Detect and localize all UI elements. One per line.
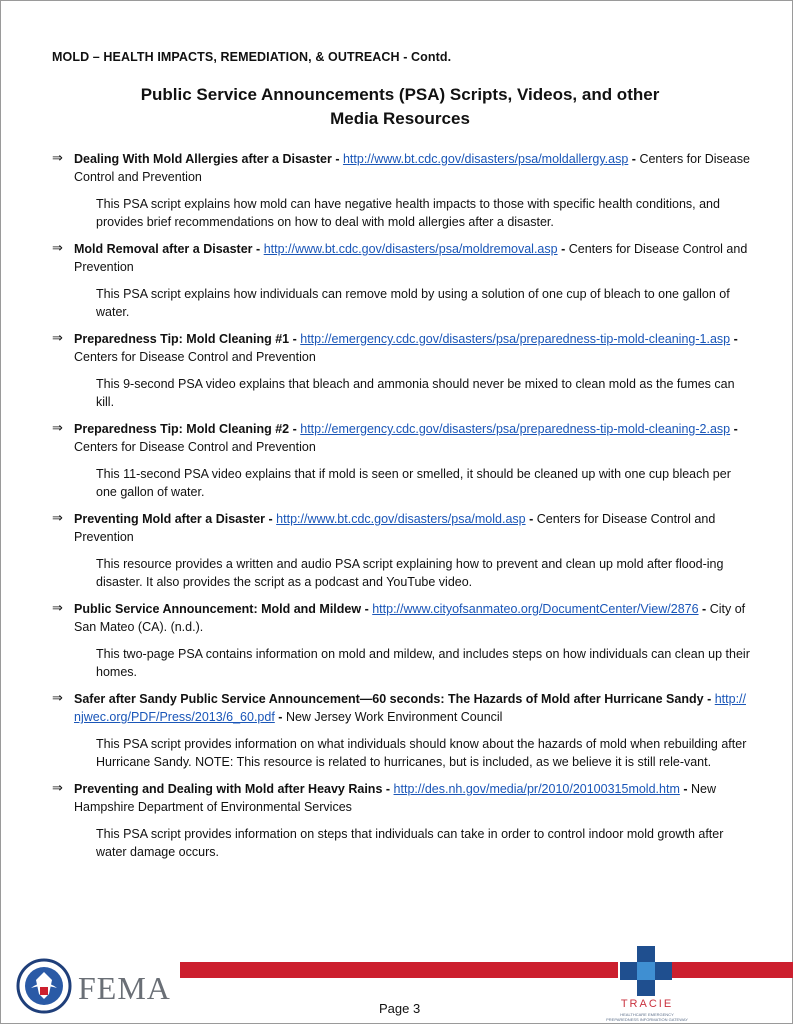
resource-entry: [52, 600, 752, 681]
fema-logo: FEMA: [78, 970, 171, 1006]
resource-title: Preventing and Dealing with Mold after Heavy Rains: [74, 782, 383, 796]
page-title: [80, 83, 720, 131]
resource-heading: [52, 510, 752, 546]
resource-heading: [52, 780, 752, 816]
resource-description: This PSA script provides information on what individuals should know about the hazards of mold when rebuilding after Hurricane Sandy. NOTE: This resource is related to hurricanes, but is included, as we believe it is still rele-vant.: [96, 737, 747, 769]
tracie-logo: TRACIE: [620, 998, 674, 1010]
arrow-bullet-icon: ⇒: [52, 421, 63, 436]
resource-title: Preparedness Tip: Mold Cleaning #1: [74, 332, 290, 346]
resource-entry: [52, 150, 752, 231]
separator: -: [733, 332, 738, 346]
arrow-bullet-icon: ⇒: [52, 691, 63, 706]
resource-description: This 9-second PSA video explains that bleach and ammonia should never be mixed to clean mold as the fumes can kill.: [96, 377, 735, 409]
separator: -: [292, 332, 297, 346]
resource-link[interactable]: http://www.bt.cdc.gov/disasters/psa/moldremoval.asp: [263, 242, 558, 256]
resource-link[interactable]: http://njwec.org/PDF/Press/2013/6_60.pdf: [74, 692, 746, 724]
arrow-bullet-icon: ⇒: [52, 241, 63, 256]
resource-title: Public Service Announcement: Mold and Mildew: [74, 602, 362, 616]
resource-link[interactable]: http://des.nh.gov/media/pr/2010/20100315mold.htm: [393, 782, 680, 796]
resource-entry: [52, 330, 752, 411]
resource-entry: [52, 510, 752, 591]
page-title-line-1: Public Service Announcements (PSA) Scripts, Videos, and other: [140, 85, 660, 104]
page-number: Page 3: [379, 1001, 421, 1016]
resource-source: Centers for Disease Control and Prevention: [74, 512, 716, 544]
footer-red-band: [180, 962, 618, 978]
resource-source: Centers for Disease Control and Prevention: [74, 350, 316, 364]
separator: -: [335, 152, 340, 166]
separator: -: [268, 512, 273, 526]
resource-title: Safer after Sandy Public Service Announcement—60 seconds: The Hazards of Mold after Hurricane Sandy: [74, 692, 704, 706]
resource-source: New Hampshire Department of Environmental Services: [74, 782, 717, 814]
separator: -: [733, 422, 738, 436]
resource-description: This PSA script provides information on steps that individuals can take in order to control indoor mold growth after water damage occurs.: [96, 827, 724, 859]
resource-description: This PSA script explains how individuals can remove mold by using a solution of one cup of bleach to one gallon of water.: [96, 287, 730, 319]
resource-link[interactable]: http://www.bt.cdc.gov/disasters/psa/mold.asp: [276, 512, 526, 526]
resource-title: Preparedness Tip: Mold Cleaning #2: [74, 422, 290, 436]
resource-link[interactable]: http://www.bt.cdc.gov/disasters/psa/moldallergy.asp: [342, 152, 629, 166]
resource-link[interactable]: http://emergency.cdc.gov/disasters/psa/preparedness-tip-mold-cleaning-1.asp: [300, 332, 731, 346]
tracie-tagline: HEALTHCARE EMERGENCY PREPAREDNESS INFORMATION GATEWAY: [606, 1012, 688, 1022]
arrow-bullet-icon: ⇒: [52, 331, 63, 346]
resource-heading: [52, 150, 752, 186]
arrow-bullet-icon: ⇒: [52, 511, 63, 526]
page-title-line-2: Media Resources: [330, 109, 470, 128]
resource-description: This PSA script explains how mold can have negative health impacts to those with specific health conditions, and provides brief recommendations on how to deal with mold allergies after a disaster.: [96, 197, 720, 229]
arrow-bullet-icon: ⇒: [52, 151, 63, 166]
separator: -: [256, 242, 261, 256]
resource-heading: [52, 420, 752, 456]
resource-description: This resource provides a written and audio PSA script explaining how to prevent and clean up mold after flood-ing disaster. It also provides the script as a podcast and YouTube video.: [96, 557, 724, 589]
resource-link[interactable]: http://www.cityofsanmateo.org/DocumentCenter/View/2876: [372, 602, 699, 616]
separator: -: [364, 602, 369, 616]
separator: -: [707, 692, 712, 706]
dhs-seal-icon: [16, 958, 72, 1014]
resource-heading: [52, 690, 752, 726]
resource-source: Centers for Disease Control and Prevention: [74, 242, 748, 274]
resource-link[interactable]: http://emergency.cdc.gov/disasters/psa/preparedness-tip-mold-cleaning-2.asp: [300, 422, 731, 436]
resource-title: Dealing With Mold Allergies after a Disaster: [74, 152, 332, 166]
separator: -: [631, 152, 636, 166]
resource-description: This two-page PSA contains information on mold and mildew, and includes steps on how individuals can clean up their homes.: [96, 647, 750, 679]
separator: -: [561, 242, 566, 256]
resource-title: Mold Removal after a Disaster: [74, 242, 253, 256]
resource-entry: [52, 240, 752, 321]
separator: -: [683, 782, 688, 796]
resource-heading: [52, 600, 752, 636]
page-footer: [0, 940, 793, 1024]
resource-source: City of San Mateo (CA). (n.d.).: [74, 602, 746, 634]
resource-heading: [52, 240, 752, 276]
tracie-cross-icon: [620, 946, 672, 996]
footer-red-band: [670, 962, 793, 978]
resource-heading: [52, 330, 752, 366]
resource-entry: [52, 690, 752, 771]
resource-source: Centers for Disease Control and Prevention: [74, 440, 316, 454]
arrow-bullet-icon: ⇒: [52, 781, 63, 796]
resource-title: Preventing Mold after a Disaster: [74, 512, 266, 526]
resource-list: [52, 150, 752, 870]
separator: -: [385, 782, 391, 796]
resource-source: Centers for Disease Control and Prevention: [74, 152, 750, 184]
separator: -: [278, 710, 283, 724]
resource-source: New Jersey Work Environment Council: [285, 710, 503, 724]
separator: -: [292, 422, 297, 436]
resource-entry: [52, 420, 752, 501]
resource-entry: [52, 780, 752, 861]
arrow-bullet-icon: ⇒: [52, 601, 63, 616]
section-header: MOLD – HEALTH IMPACTS, REMEDIATION, & OUTREACH - Contd.: [52, 50, 452, 64]
separator: -: [529, 512, 534, 526]
resource-description: This 11-second PSA video explains that if mold is seen or smelled, it should be cleaned up with one cup bleach per one gallon of water.: [96, 467, 731, 499]
separator: -: [702, 602, 707, 616]
